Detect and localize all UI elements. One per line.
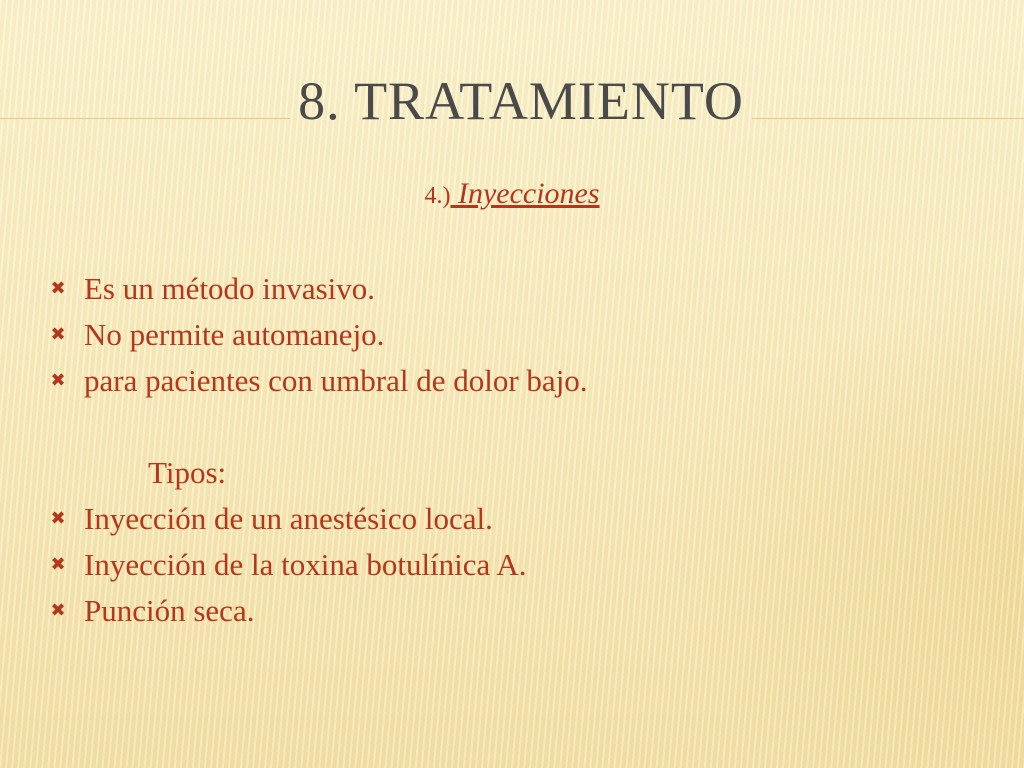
- x-mark-icon: ✖: [50, 600, 66, 621]
- slide-title: 8. TRATAMIENTO: [298, 71, 744, 131]
- subtitle-number: 4.): [424, 183, 451, 209]
- x-mark-icon: ✖: [50, 370, 66, 391]
- title-rule-right: [752, 118, 1024, 119]
- x-mark-icon: ✖: [50, 554, 66, 575]
- list-item-text: No permite automanejo.: [84, 317, 385, 352]
- tipos-label: Tipos:: [148, 455, 227, 490]
- list-item-text: Punción seca.: [84, 593, 255, 628]
- x-mark-icon: ✖: [50, 324, 66, 345]
- list-item-text: Inyección de la toxina botulínica A.: [84, 547, 527, 582]
- list-item-text: Inyección de un anestésico local.: [84, 501, 493, 536]
- x-mark-icon: ✖: [50, 508, 66, 529]
- subtitle-word: Inyecciones: [450, 177, 600, 210]
- x-mark-icon: ✖: [50, 278, 66, 299]
- list-item-text: para pacientes con umbral de dolor bajo.: [84, 363, 588, 398]
- slide-subtitle: [0, 174, 1024, 216]
- title-rule-left: [0, 118, 290, 119]
- list-item-text: Es un método invasivo.: [84, 271, 376, 306]
